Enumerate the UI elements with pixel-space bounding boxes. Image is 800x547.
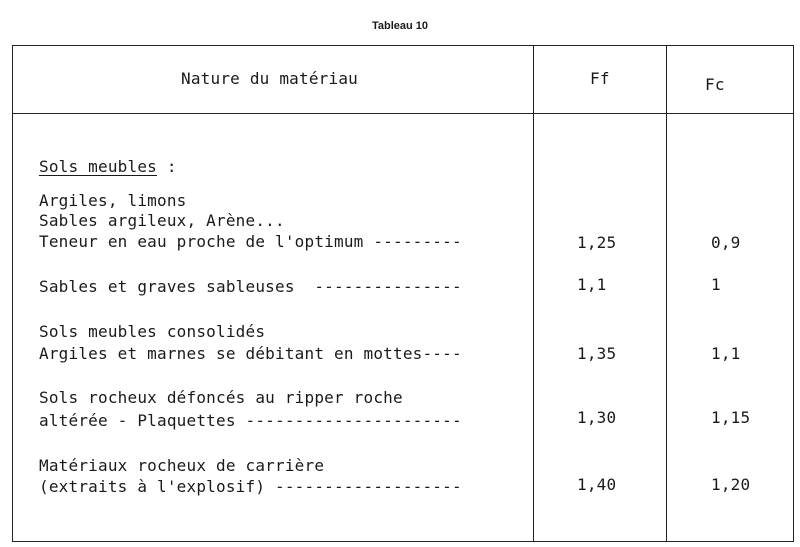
row-ff-value: 1,25: [577, 233, 617, 252]
row-label-line: Sols meubles consolidés: [39, 322, 266, 341]
row-label-line: Argiles, limons: [39, 191, 187, 210]
row-label-line: Sables argileux, Arène...: [39, 211, 285, 230]
row-fc-value: 1,15: [711, 408, 751, 427]
data-table: [12, 45, 794, 542]
row-label-line: Argiles et marnes se débitant en mottes----: [39, 344, 462, 363]
section-title: Sols meubles: [39, 157, 157, 176]
header-divider: [13, 113, 793, 114]
section-colon: :: [157, 157, 177, 176]
row-label-line: Sables et graves sableuses ---------------: [39, 277, 462, 296]
row-ff-value: 1,35: [577, 344, 617, 363]
row-fc-value: 1,1: [711, 344, 741, 363]
row-ff-value: 1,40: [577, 475, 617, 494]
row-label-line: Teneur en eau proche de l'optimum ---------: [39, 232, 462, 251]
row-ff-value: 1,30: [577, 408, 617, 427]
row-label-line: (extraits à l'explosif) -------------------: [39, 477, 462, 496]
row-label-line: Sols rocheux défoncés au ripper roche: [39, 388, 403, 407]
header-fc: Fc: [705, 75, 725, 94]
row-label-line: altérée - Plaquettes ----------------------: [39, 411, 462, 430]
column-divider: [666, 46, 667, 541]
table-caption: Tableau 10: [371, 20, 429, 32]
section-heading: [39, 156, 177, 178]
column-divider: [533, 46, 534, 541]
row-fc-value: 0,9: [711, 233, 741, 252]
header-nature: Nature du matériau: [181, 69, 358, 88]
row-fc-value: 1: [711, 275, 721, 294]
header-ff: Ff: [590, 69, 610, 88]
row-fc-value: 1,20: [711, 475, 751, 494]
row-label-line: Matériaux rocheux de carrière: [39, 456, 325, 475]
row-ff-value: 1,1: [577, 275, 607, 294]
